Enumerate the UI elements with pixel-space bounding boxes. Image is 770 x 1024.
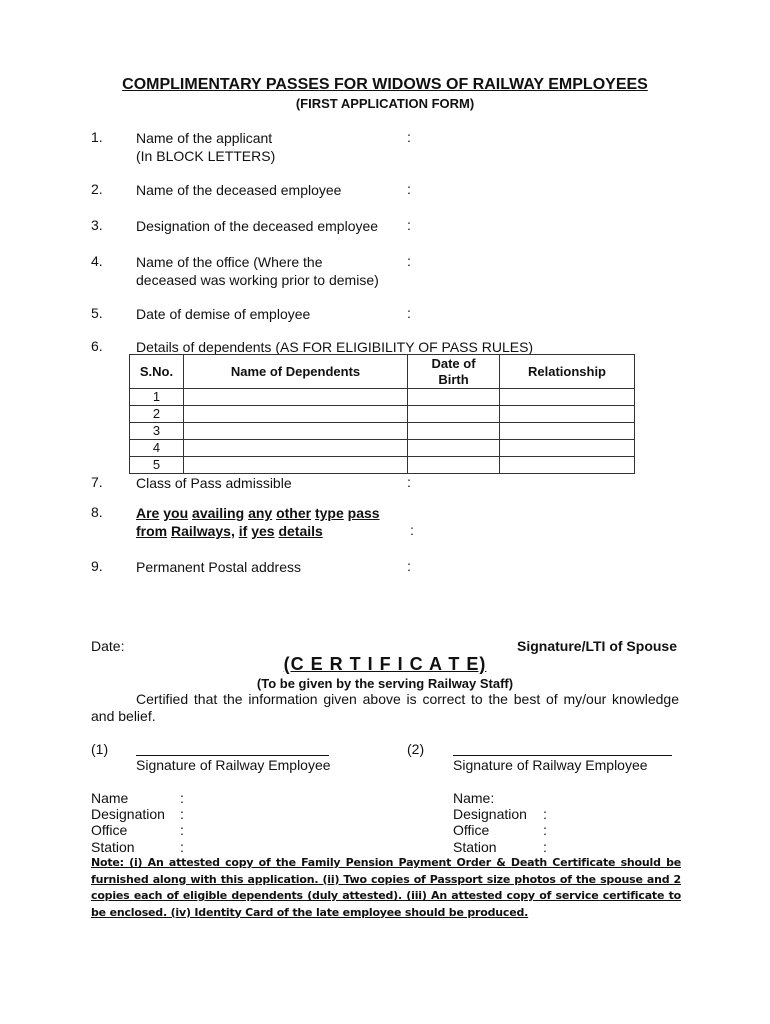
signatory-1-office-label: Office (91, 822, 128, 838)
item-3-number: 3. (91, 217, 103, 233)
item-4-colon: : (407, 253, 411, 269)
signatory-1-line[interactable] (136, 755, 329, 756)
signatory-2-office-label: Office (453, 822, 490, 838)
signatory-1-caption: Signature of Railway Employee (136, 757, 331, 773)
item-7-label: Class of Pass admissible (136, 475, 292, 491)
cell-name[interactable] (184, 457, 408, 474)
signatory-2-designation-colon: : (543, 806, 547, 822)
word: type (314, 505, 344, 521)
word: any (248, 505, 273, 521)
item-3-label: Designation of the deceased employee (136, 218, 379, 234)
dependents-table (129, 354, 635, 474)
item-8-number: 8. (91, 504, 103, 520)
item-5-colon: : (407, 305, 411, 321)
item-2-number: 2. (91, 181, 103, 197)
item-2-colon: : (407, 181, 411, 197)
word: pass (347, 505, 380, 521)
cell-relationship[interactable] (500, 423, 635, 440)
item-1-line1: Name of the applicant (136, 130, 273, 146)
cell-name[interactable] (184, 406, 408, 423)
header-name: Name of Dependents (184, 355, 408, 389)
cell-dob[interactable] (408, 457, 500, 474)
word: Railways, (171, 523, 235, 539)
cell-name[interactable] (184, 440, 408, 457)
row-sno: 2 (130, 406, 184, 423)
word: yes (251, 523, 275, 539)
footer-note: Note: (i) An attested copy of the Family Pension Payment Order & Death Certificate should be furnished along with this application. (ii) Two copies of Passport size photos of the spouse and 2 copies each of eligible dependents (duly attested). (iii) An attested copy of service certificate to be enclosed. (iv) Identity Card of the late employee should be produced. (91, 856, 681, 919)
certificate-subtitle: (To be given by the serving Railway Staff) (256, 676, 514, 691)
spouse-signature-label: Signature/LTI of Spouse (517, 638, 677, 654)
item-9-colon: : (407, 558, 411, 574)
signatory-2-station-label: Station (453, 839, 497, 855)
item-5-label: Date of demise of employee (136, 306, 311, 322)
signatory-2-station-colon: : (543, 839, 547, 855)
cell-relationship[interactable] (500, 440, 635, 457)
signatory-1-station-colon: : (180, 839, 184, 855)
signatory-1-name-label: Name (91, 790, 129, 806)
word: from (136, 523, 168, 539)
cell-name[interactable] (184, 389, 408, 406)
item-9-label: Permanent Postal address (136, 559, 301, 575)
cell-dob[interactable] (408, 423, 500, 440)
signatory-1-office-colon: : (180, 822, 184, 838)
table-row (130, 440, 635, 457)
row-sno: 3 (130, 423, 184, 440)
table-row (130, 406, 635, 423)
word: if (238, 523, 248, 539)
signatory-1-station-label: Station (91, 839, 135, 855)
word: other (276, 505, 312, 521)
table-row (130, 457, 635, 474)
item-7-number: 7. (91, 474, 103, 490)
signatory-1-designation-label: Designation (91, 806, 165, 822)
table-row (130, 389, 635, 406)
certificate-title: (C E R T I F I C A T E) (283, 654, 487, 674)
header-relationship: Relationship (500, 355, 635, 389)
cell-relationship[interactable] (500, 406, 635, 423)
row-sno: 1 (130, 389, 184, 406)
item-6-label: Details of dependents (AS FOR ELIGIBILITY OF PASS RULES) (136, 339, 534, 355)
item-6-number: 6. (91, 338, 103, 354)
form-subtitle: (FIRST APPLICATION FORM) (295, 96, 475, 111)
table-row (130, 423, 635, 440)
item-9-number: 9. (91, 558, 103, 574)
item-8-line2 (136, 522, 380, 540)
cell-relationship[interactable] (500, 389, 635, 406)
item-8-line1 (136, 504, 380, 522)
signatory-2-designation-label: Designation (453, 806, 527, 822)
item-1-number: 1. (91, 129, 103, 145)
item-1-line2: (In BLOCK LETTERS) (136, 148, 276, 164)
signatory-1-designation-colon: : (180, 806, 184, 822)
item-3-colon: : (407, 217, 411, 233)
item-2-label: Name of the deceased employee (136, 182, 342, 198)
header-sno: S.No. (130, 355, 184, 389)
signatory-2-index: (2) (407, 741, 425, 757)
signatory-2-name-label: Name: (453, 790, 495, 806)
item-7-colon: : (407, 474, 411, 490)
item-1-colon: : (407, 129, 411, 145)
item-4-line2: deceased was working prior to demise) (136, 272, 379, 288)
cell-dob[interactable] (408, 406, 500, 423)
cell-dob[interactable] (408, 440, 500, 457)
dependents-header-row (130, 355, 635, 389)
row-sno: 5 (130, 457, 184, 474)
word: you (163, 505, 189, 521)
signatory-2-line[interactable] (453, 755, 672, 756)
row-sno: 4 (130, 440, 184, 457)
header-dob-text: Date of Birth (431, 355, 476, 387)
cell-dob[interactable] (408, 389, 500, 406)
item-8-colon: : (410, 522, 414, 538)
form-title: COMPLIMENTARY PASSES FOR WIDOWS OF RAILWAY EMPLOYEES (122, 76, 648, 93)
item-4-label (136, 253, 379, 289)
cell-name[interactable] (184, 423, 408, 440)
word: availing (192, 505, 245, 521)
word: Are (136, 505, 160, 521)
signatory-1-index: (1) (91, 741, 109, 757)
item-4-line1: Name of the office (Where the (136, 254, 323, 270)
signatory-2-office-colon: : (543, 822, 547, 838)
cell-relationship[interactable] (500, 457, 635, 474)
item-8-label (136, 504, 380, 540)
signatory-1-name-colon: : (180, 790, 184, 806)
item-1-label (136, 129, 275, 165)
date-label: Date: (91, 638, 125, 654)
word: details (278, 523, 323, 539)
item-5-number: 5. (91, 305, 103, 321)
signatory-2-caption: Signature of Railway Employee (453, 757, 648, 773)
certificate-text: Certified that the information given above is correct to the best of my/our knowledge and belief. (91, 691, 679, 724)
item-4-number: 4. (91, 253, 103, 269)
header-dob (408, 355, 500, 389)
